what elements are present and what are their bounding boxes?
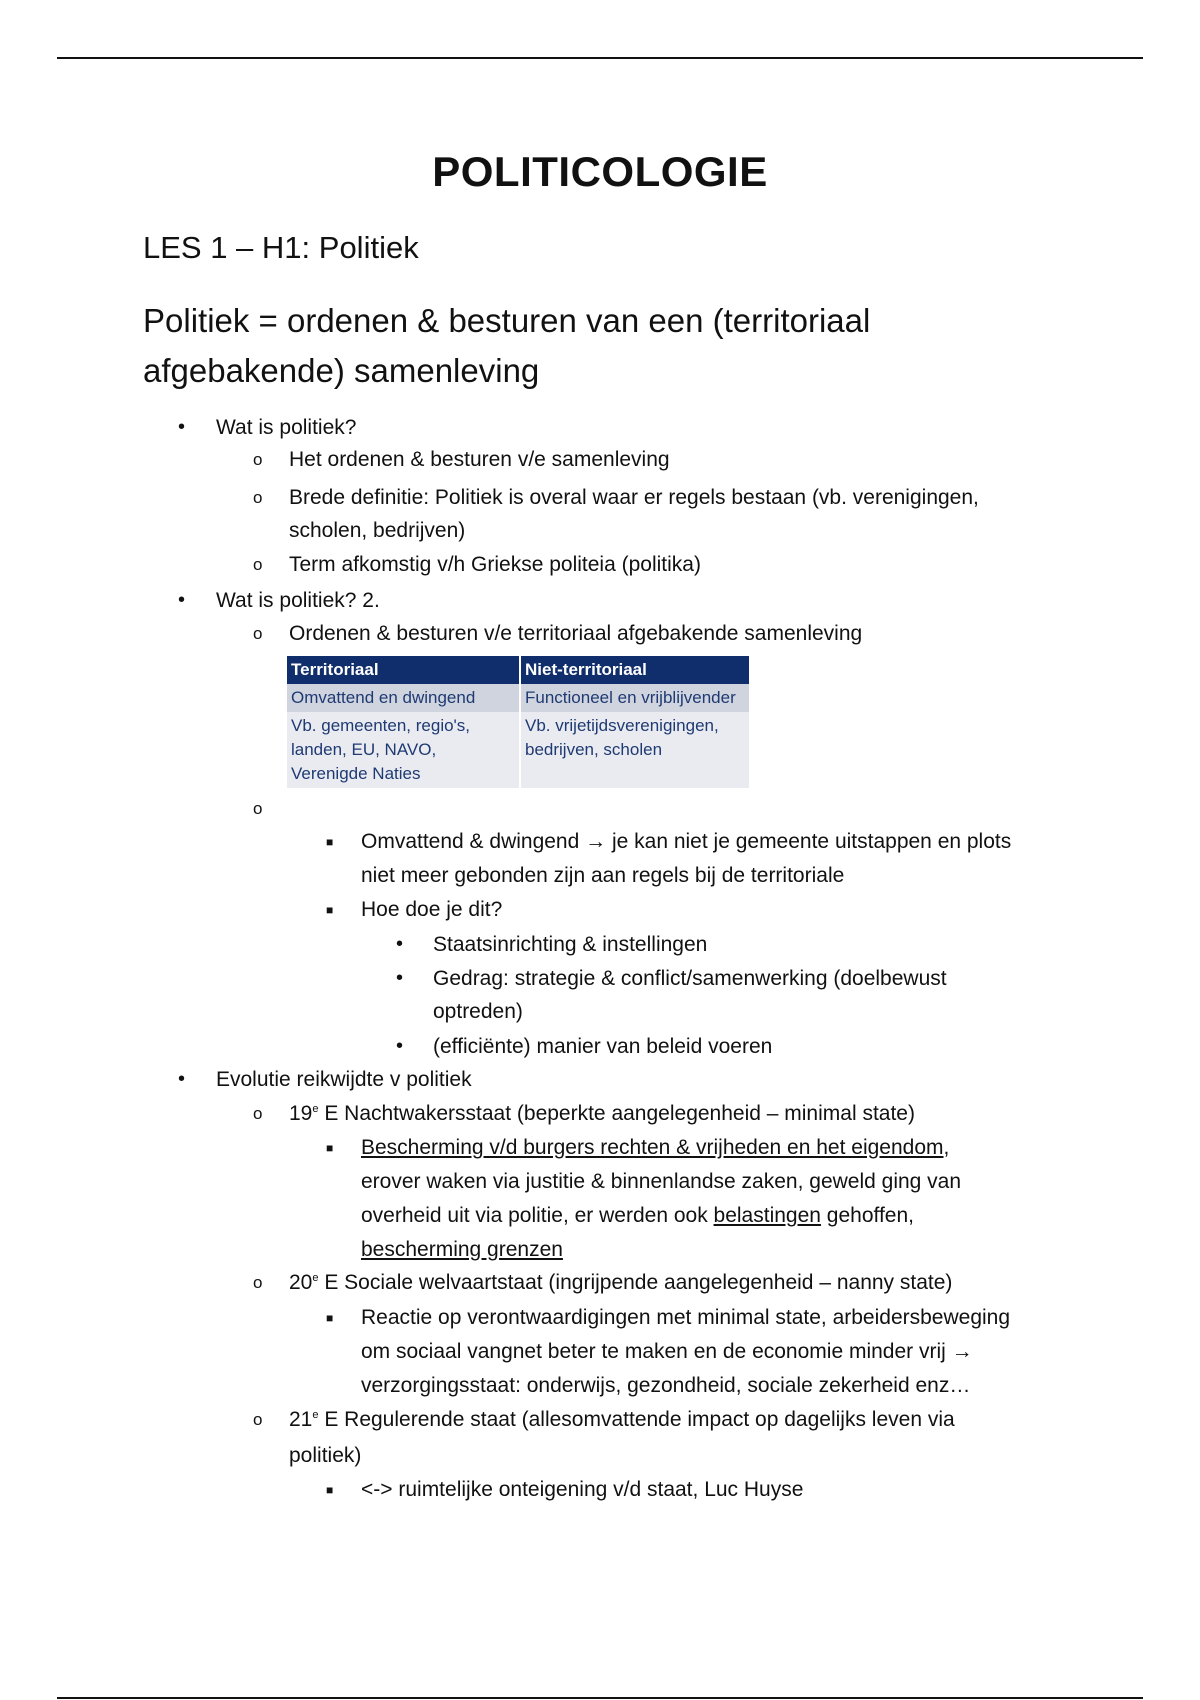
bullet-square-icon: ■	[326, 903, 334, 917]
bullet-circle-icon: o	[253, 799, 263, 818]
list-item: Wat is politiek?	[216, 416, 357, 439]
top-rule	[57, 57, 1143, 59]
bullet-dot-icon: •	[396, 1035, 404, 1057]
definition-line-1: Politiek = ordenen & besturen van een (territoriaal	[143, 302, 871, 339]
bullet-circle-icon: o	[253, 1410, 263, 1429]
list-item: Wat is politiek? 2.	[216, 589, 380, 612]
list-item-continuation: overheid uit via politie, er werden ook belastingen gehoffen,	[361, 1204, 914, 1227]
list-item-continuation: scholen, bedrijven)	[289, 519, 466, 542]
list-item: Gedrag: strategie & conflict/samenwerking (doelbewust	[433, 967, 947, 990]
bullet-circle-icon: o	[253, 624, 263, 643]
table-cell: Omvattend en dwingend	[287, 684, 520, 712]
bullet-square-icon: ■	[326, 1311, 334, 1325]
table-row	[287, 712, 749, 788]
list-item: <-> ruimtelijke onteigening v/d staat, Luc Huyse	[361, 1478, 804, 1501]
bullet-circle-icon: o	[253, 555, 263, 574]
list-item: (efficiënte) manier van beleid voeren	[433, 1035, 773, 1058]
bullet-circle-icon: o	[253, 1273, 263, 1292]
table-header-cell: Territoriaal	[287, 656, 520, 684]
bullet-square-icon: ■	[326, 1141, 334, 1155]
bullet-circle-icon: o	[253, 1104, 263, 1123]
list-item-continuation: politiek)	[289, 1444, 362, 1467]
bullet-dot-icon: •	[178, 416, 186, 438]
bullet-square-icon: ■	[326, 835, 334, 849]
list-item-continuation: bescherming grenzen	[361, 1238, 563, 1261]
bullet-circle-icon: o	[253, 450, 263, 469]
bottom-rule	[57, 1697, 1143, 1699]
list-item: 20e E Sociale welvaartstaat (ingrijpende aangelegenheid – nanny state)	[289, 1271, 953, 1294]
table-row	[287, 684, 749, 712]
bullet-square-icon: ■	[326, 1483, 334, 1497]
list-item: Evolutie reikwijdte v politiek	[216, 1068, 472, 1091]
bullet-dot-icon: •	[178, 589, 186, 611]
lesson-heading: LES 1 – H1: Politiek	[143, 230, 419, 265]
table-header-row	[287, 656, 749, 684]
list-item-continuation: verzorgingsstaat: onderwijs, gezondheid, sociale zekerheid enz…	[361, 1374, 971, 1397]
table-cell: Vb. vrijetijdsverenigingen, bedrijven, scholen	[520, 712, 749, 788]
list-item: 19e E Nachtwakersstaat (beperkte aangelegenheid – minimal state)	[289, 1102, 915, 1125]
table-header-cell: Niet-territoriaal	[520, 656, 749, 684]
list-item: 21e E Regulerende staat (allesomvattende impact op dagelijks leven via	[289, 1408, 955, 1431]
bullet-dot-icon: •	[396, 967, 404, 989]
table-cell: Vb. gemeenten, regio's, landen, EU, NAVO, Verenigde Naties	[287, 712, 520, 788]
list-item-continuation: optreden)	[433, 1000, 523, 1023]
definition-line-2: afgebakende) samenleving	[143, 352, 540, 389]
list-item: Reactie op verontwaardigingen met minimal state, arbeidersbeweging	[361, 1306, 1011, 1329]
territorial-comparison-table	[287, 656, 749, 788]
bullet-circle-icon: o	[253, 488, 263, 507]
page-title: POLITICOLOGIE	[432, 148, 768, 195]
list-item: Bescherming v/d burgers rechten & vrijheden en het eigendom,	[361, 1136, 950, 1159]
table-cell: Functioneel en vrijblijvender	[520, 684, 749, 712]
list-item: Omvattend & dwingend → je kan niet je gemeente uitstappen en plots	[361, 830, 1012, 853]
list-item: Ordenen & besturen v/e territoriaal afgebakende samenleving	[289, 622, 863, 645]
list-item: Term afkomstig v/h Griekse politeia (politika)	[289, 553, 701, 576]
list-item: Het ordenen & besturen v/e samenleving	[289, 448, 670, 471]
list-item-continuation: niet meer gebonden zijn aan regels bij de territoriale	[361, 864, 845, 887]
bullet-dot-icon: •	[178, 1068, 186, 1090]
definition-heading	[143, 296, 1043, 396]
list-item: Brede definitie: Politiek is overal waar er regels bestaan (vb. verenigingen,	[289, 486, 979, 509]
list-item: Staatsinrichting & instellingen	[433, 933, 708, 956]
list-item: Hoe doe je dit?	[361, 898, 503, 921]
bullet-dot-icon: •	[396, 933, 404, 955]
list-item-continuation: erover waken via justitie & binnenlandse zaken, geweld ging van	[361, 1170, 962, 1193]
list-item-continuation: om sociaal vangnet beter te maken en de economie minder vrij →	[361, 1340, 973, 1363]
